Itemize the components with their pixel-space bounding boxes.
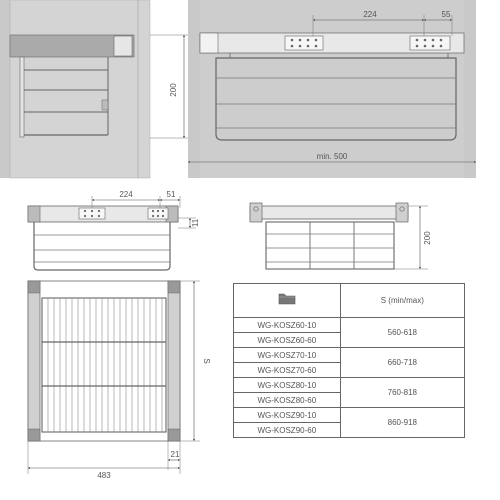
side-height-label: 200 bbox=[169, 83, 178, 97]
right-bracket bbox=[410, 36, 450, 50]
plan-basket bbox=[42, 298, 166, 432]
spec-code: WG-KOSZ70-60 bbox=[234, 363, 341, 378]
spec-range: 560-618 bbox=[340, 318, 464, 348]
front-dim-51-label: 51 bbox=[166, 190, 176, 199]
plan-offset-label: 21 bbox=[170, 450, 180, 459]
plan-width-label: 483 bbox=[97, 471, 111, 480]
spec-code: WG-KOSZ80-60 bbox=[234, 393, 341, 408]
plan-view bbox=[28, 281, 211, 480]
spec-code: WG-KOSZ70-10 bbox=[234, 348, 341, 363]
spec-range: 860-918 bbox=[340, 408, 464, 438]
left-bracket bbox=[285, 36, 323, 50]
front-basket bbox=[34, 222, 170, 270]
side-view-in-cabinet bbox=[0, 0, 190, 178]
plan-depth-label: S bbox=[202, 358, 211, 364]
plan-frame bbox=[28, 281, 180, 441]
front-dim-224-label: 224 bbox=[119, 190, 133, 199]
spec-header-icon-cell bbox=[234, 284, 341, 318]
end-rail bbox=[250, 206, 408, 219]
min-width-label: min. 500 bbox=[316, 152, 348, 161]
front-view bbox=[28, 190, 200, 270]
top-dim-224-label: 224 bbox=[363, 10, 377, 19]
top-view-in-cabinet bbox=[188, 0, 476, 178]
spec-header-s: S (min/max) bbox=[340, 284, 464, 318]
plan-right-runner bbox=[168, 281, 180, 441]
spec-code: WG-KOSZ60-60 bbox=[234, 333, 341, 348]
spec-code: WG-KOSZ60-10 bbox=[234, 318, 341, 333]
spec-code: WG-KOSZ80-10 bbox=[234, 378, 341, 393]
top-dim-55-label: 55 bbox=[441, 10, 451, 19]
end-height-label: 200 bbox=[423, 231, 432, 245]
spec-range: 760-818 bbox=[340, 378, 464, 408]
end-view bbox=[250, 203, 432, 269]
folder-icon bbox=[278, 292, 296, 305]
plan-basket-wires bbox=[48, 298, 162, 432]
plan-left-runner bbox=[28, 281, 40, 441]
spec-code: WG-KOSZ90-10 bbox=[234, 408, 341, 423]
spec-code: WG-KOSZ90-60 bbox=[234, 423, 341, 438]
front-dim-11-label: 11 bbox=[191, 218, 200, 228]
spec-table bbox=[233, 283, 465, 435]
spec-range: 660-718 bbox=[340, 348, 464, 378]
